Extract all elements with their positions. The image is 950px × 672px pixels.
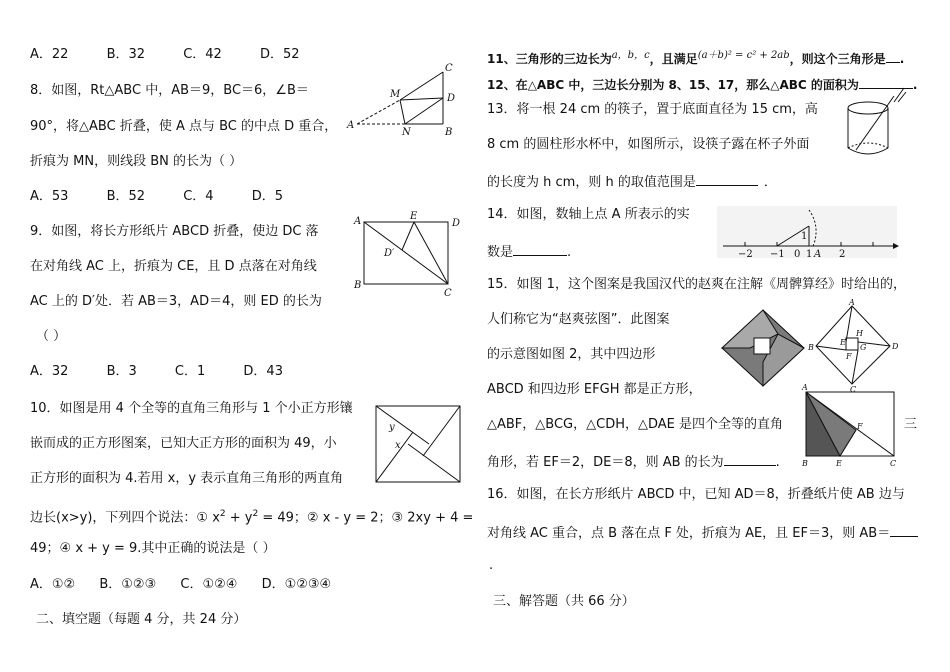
- q7-option-b: B．32: [106, 47, 146, 62]
- q10-option-a: A．①②: [30, 577, 76, 592]
- q14-answer-blank[interactable]: [513, 241, 567, 256]
- q8-option-a: A．53: [30, 189, 69, 204]
- q15-fig2-label-f: F: [846, 352, 852, 361]
- q11-text-c: ，则这个三角形是: [789, 52, 886, 66]
- q8-line1: 8．如图，Rt△ABC 中，AB＝9，BC＝6，∠B＝: [30, 83, 309, 98]
- q13-line2: 8 cm 的圆柱形水杯中，如图所示，设筷子露在杯子外面: [487, 137, 810, 152]
- q16-label-b: B: [802, 459, 808, 468]
- q9-label-c: C: [444, 288, 452, 299]
- q11-text-b: ，且满足: [649, 52, 698, 66]
- q15-schematic-figure: [808, 298, 899, 394]
- q15-line3: 的示意图如图 2，其中四边形: [487, 347, 656, 362]
- q16-fold-figure: [800, 382, 900, 468]
- q14-number-line-figure: [717, 206, 902, 262]
- q8-option-d: D．5: [251, 189, 283, 204]
- q10-line4-part2: + y: [225, 510, 253, 526]
- q8-option-b: B．52: [106, 189, 146, 204]
- q15-fig2-label-g: G: [860, 343, 867, 352]
- q9-line4: （ ）: [36, 329, 67, 344]
- q9-options: [30, 363, 317, 381]
- q14-line2: [487, 241, 571, 262]
- q16-label-e: E: [836, 459, 842, 468]
- q15-zhao-shuang-figure: [720, 308, 806, 388]
- q8-label-m: M: [390, 89, 401, 100]
- q14-label-a: A: [814, 249, 822, 260]
- q15-line5: △ABF，△BCG，△CDH，△DAE 是四个全等的直角: [487, 417, 784, 432]
- q16-answer-blank[interactable]: [890, 522, 918, 537]
- q11-text-a: 11、三角形的三边长为: [487, 52, 612, 66]
- q14-text: 数是: [487, 245, 514, 260]
- q16-text: 对角线 AC 重合，点 B 落在点 F 处，折痕为 AE，且 EF＝3，则 AB＝: [487, 526, 891, 541]
- q9-option-b: B．3: [106, 364, 137, 379]
- q8-option-c: C．4: [183, 189, 214, 204]
- q13-cylinder-figure: [842, 92, 902, 162]
- q15-line2: 人们称它为“赵爽弦图”．此图案: [487, 312, 670, 327]
- q15-end: .: [775, 455, 780, 470]
- q10-line2: 嵌而成的正方形图案，已知大正方形的面积为 49，小: [30, 436, 337, 451]
- q10-option-b: B．①②③: [99, 577, 157, 592]
- q16-label-c: C: [890, 459, 897, 468]
- q14-tick-1: 1: [806, 249, 813, 260]
- q11-equation: (a＋b)² = c² + 2ab: [697, 50, 790, 61]
- q13-answer-blank[interactable]: [696, 171, 758, 186]
- section-2-heading: 二、填空题（每题 4 分，共 24 分）: [36, 612, 247, 627]
- q14-tick-neg1: −1: [770, 249, 785, 260]
- q9-line3: AC 上的 D′处．若 AB＝3，AD＝4，则 ED 的长为: [30, 294, 322, 309]
- q16-line3: .: [489, 558, 494, 573]
- q15-fig2-label-h: H: [856, 329, 863, 338]
- q9-label-dprime: D′: [384, 248, 395, 259]
- q7-option-d: D．52: [259, 47, 300, 62]
- q10-line4-part3: = 49；② x - y = 2；③ 2xy + 4 =: [258, 510, 474, 526]
- q10-line3: 正方形的面积为 4.若用 x，y 表示直角三角形的两直角: [30, 471, 344, 486]
- q8-label-d: D: [447, 93, 456, 104]
- q14-line1: 14．如图，数轴上点 A 所表示的实: [487, 207, 690, 222]
- q10-label-y: y: [389, 422, 395, 433]
- q15-fig2-label-a: A: [849, 298, 855, 307]
- q8-triangle-figure: [345, 62, 460, 137]
- q15-fig2-label-c: C: [850, 385, 857, 394]
- q10-line4-part1: 边长(x>y)，下列四个说法：① x: [30, 510, 220, 526]
- q9-option-c: C．1: [174, 364, 206, 379]
- q9-label-b: B: [354, 280, 362, 291]
- q15-fig2-label-e: E: [840, 338, 846, 347]
- q9-line2: 在对角线 AC 上，折痕为 CE，且 D 点落在对角线: [30, 259, 317, 274]
- q10-sup-y: 2: [252, 509, 259, 519]
- q11-answer-blank[interactable]: [886, 48, 900, 63]
- q9-line1: 9．如图，将长方形纸片 ABCD 折叠，使边 DC 落: [30, 224, 319, 239]
- q8-label-c: C: [445, 63, 453, 74]
- q15-fig2-label-b: B: [808, 343, 814, 352]
- q9-option-d: D．43: [243, 364, 283, 379]
- q16-line1: 16．如图，在长方形纸片 ABCD 中，已知 AD＝8，折叠纸片使 AB 边与: [487, 487, 905, 502]
- q11-line: [487, 47, 904, 68]
- q8-label-n: N: [402, 127, 411, 138]
- q16-line2: [487, 522, 918, 543]
- q8-line3: 折痕为 MN，则线段 BN 的长为（ ）: [30, 154, 243, 169]
- q9-rectangle-figure: [352, 210, 462, 299]
- q14-tick-neg2: −2: [738, 249, 753, 260]
- q10-line5: 49；④ x + y = 9.其中正确的说法是（ ）: [30, 541, 276, 556]
- q7-option-c: C．42: [183, 47, 222, 62]
- q15-line4: ABCD 和四边形 EFGH 都是正方形，: [487, 382, 702, 397]
- q8-label-a: A: [347, 120, 355, 131]
- q13-end: ．: [763, 175, 777, 190]
- q10-label-x: x: [395, 440, 401, 451]
- q10-option-d: D．①②③④: [261, 577, 332, 592]
- q13-text: 的长度为 h cm，则 h 的取值范围是: [487, 175, 696, 190]
- q15-line1: 15．如图 1，这个图案是我国汉代的赵爽在注解《周髀算经》时给出的，: [487, 277, 906, 292]
- q8-line2: 90°，将△ABC 折叠，使 A 点与 BC 的中点 D 重合，: [30, 119, 338, 134]
- q15-answer-blank[interactable]: [724, 451, 776, 466]
- q12-end: .: [912, 78, 918, 92]
- q8-options: [30, 188, 317, 206]
- q15-line6: [487, 451, 780, 472]
- q7-option-a: A．22: [30, 47, 69, 62]
- q7-options: [30, 46, 334, 64]
- q14-tick-2: 2: [839, 249, 846, 260]
- q15-fig2-label-d: D: [892, 342, 899, 351]
- q10-line1: 10．如图是用 4 个全等的直角三角形与 1 个小正方形镶: [30, 401, 353, 416]
- q10-pinwheel-figure: [373, 404, 463, 484]
- q14-height-label: 1: [801, 231, 808, 242]
- q10-option-c: C．①②④: [180, 577, 238, 592]
- q12-text: 12、在△ABC 中，三边长分别为 8、15、17，那么△ABC 的面积为: [487, 78, 859, 92]
- q9-label-d: D: [452, 218, 461, 229]
- q13-line3: [487, 171, 777, 192]
- q11-vars: a，b，c: [611, 50, 650, 61]
- q16-label-a: A: [802, 383, 808, 392]
- q14-tick-0: 0: [794, 249, 801, 260]
- q9-option-a: A．32: [30, 364, 69, 379]
- q9-label-a: A: [354, 216, 362, 227]
- q15-side-char: 三: [904, 417, 918, 432]
- section-3-heading: 三、解答题（共 66 分）: [493, 594, 635, 609]
- q10-line4: [30, 505, 473, 527]
- q10-options: [30, 576, 351, 594]
- q12-line: [487, 74, 917, 94]
- q9-label-e: E: [410, 211, 418, 222]
- q16-label-f: F: [857, 422, 863, 431]
- q13-line1: 13．将一根 24 cm 的筷子，置于底面直径为 15 cm，高: [487, 102, 818, 117]
- q8-label-b: B: [445, 127, 453, 138]
- q11-end: .: [899, 52, 905, 66]
- q15-text: 角形，若 EF＝2，DE＝8，则 AB 的长为: [487, 455, 724, 470]
- q10-sup-x: 2: [219, 509, 226, 519]
- q14-end: .: [567, 245, 572, 260]
